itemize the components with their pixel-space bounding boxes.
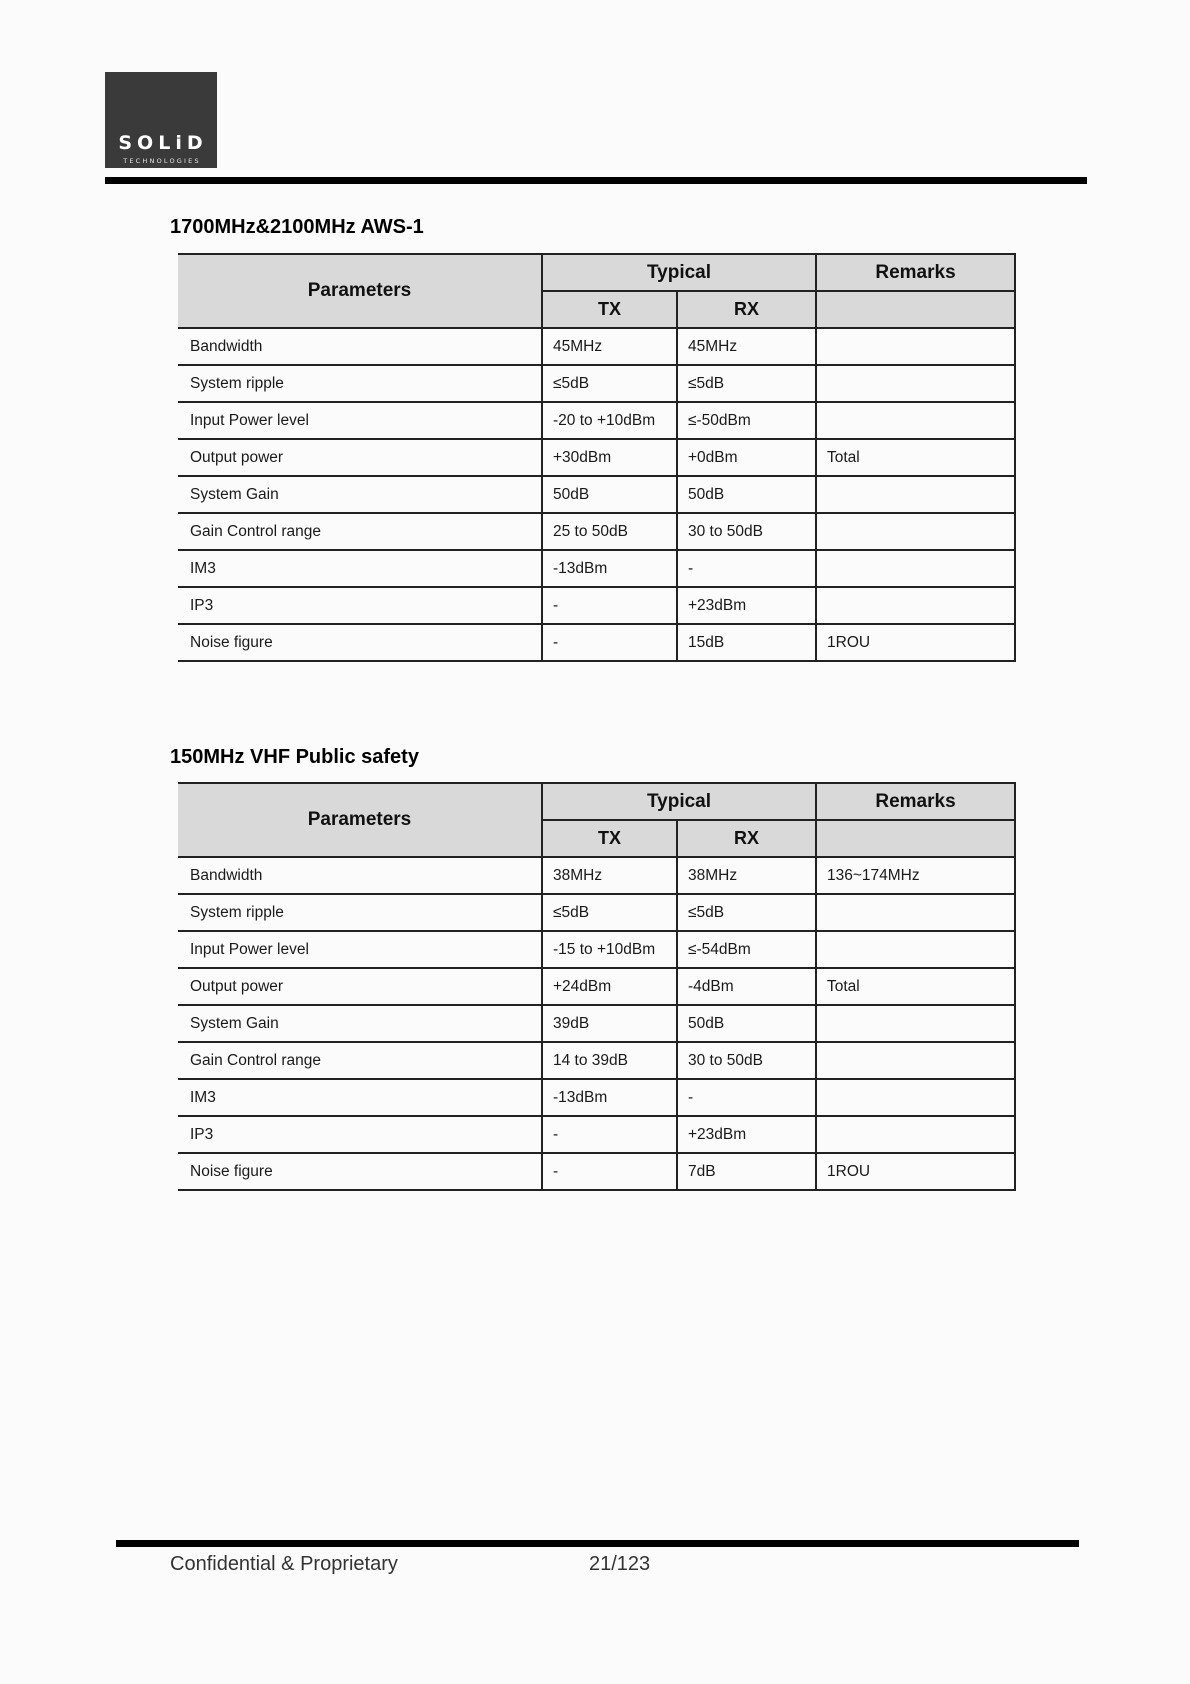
cell-remarks: Total (816, 439, 1015, 476)
cell-remarks (816, 1005, 1015, 1042)
table-row (178, 476, 1015, 513)
cell-tx: -15 to +10dBm (542, 931, 677, 968)
company-logo (105, 72, 217, 168)
table-row (178, 402, 1015, 439)
cell-parameter: System ripple (178, 894, 542, 931)
cell-remarks: 1ROU (816, 1153, 1015, 1190)
spec-table-body (178, 857, 1015, 1190)
table-row (178, 857, 1015, 894)
cell-rx: +23dBm (677, 587, 816, 624)
table-row (178, 624, 1015, 661)
cell-tx: ≤5dB (542, 894, 677, 931)
header-rx: RX (677, 820, 816, 857)
cell-rx: - (677, 550, 816, 587)
cell-remarks: Total (816, 968, 1015, 1005)
cell-tx: ≤5dB (542, 365, 677, 402)
cell-tx: 39dB (542, 1005, 677, 1042)
table-row (178, 1116, 1015, 1153)
cell-tx: 50dB (542, 476, 677, 513)
cell-parameter: Output power (178, 439, 542, 476)
header-tx: TX (542, 291, 677, 328)
spec-table-body (178, 328, 1015, 661)
cell-parameter: Input Power level (178, 931, 542, 968)
cell-tx: - (542, 1116, 677, 1153)
cell-remarks (816, 476, 1015, 513)
cell-tx: -13dBm (542, 550, 677, 587)
cell-tx: -13dBm (542, 1079, 677, 1116)
footer-confidential: Confidential & Proprietary (170, 1553, 398, 1575)
table-row (178, 328, 1015, 365)
cell-rx: -4dBm (677, 968, 816, 1005)
spec-table-aws1 (178, 253, 1016, 662)
cell-parameter: Bandwidth (178, 857, 542, 894)
cell-parameter: IM3 (178, 1079, 542, 1116)
cell-parameter: Noise figure (178, 1153, 542, 1190)
footer-divider (116, 1540, 1079, 1547)
page-number: 21/123 (589, 1553, 651, 1575)
table-row (178, 365, 1015, 402)
table-row (178, 1153, 1015, 1190)
header-typical: Typical (542, 783, 816, 820)
cell-tx: -20 to +10dBm (542, 402, 677, 439)
cell-remarks (816, 328, 1015, 365)
logo-wordmark: SOLiD (118, 132, 208, 154)
cell-remarks (816, 550, 1015, 587)
cell-tx: 45MHz (542, 328, 677, 365)
cell-rx: 15dB (677, 624, 816, 661)
cell-tx: 25 to 50dB (542, 513, 677, 550)
header-typical: Typical (542, 254, 816, 291)
cell-rx: 7dB (677, 1153, 816, 1190)
header-remarks-sub (816, 820, 1015, 857)
table-row (178, 931, 1015, 968)
cell-rx: 45MHz (677, 328, 816, 365)
cell-rx: ≤5dB (677, 894, 816, 931)
cell-parameter: Bandwidth (178, 328, 542, 365)
table-row (178, 894, 1015, 931)
cell-tx: +30dBm (542, 439, 677, 476)
header-remarks-sub (816, 291, 1015, 328)
cell-parameter: IM3 (178, 550, 542, 587)
cell-rx: 38MHz (677, 857, 816, 894)
cell-tx: - (542, 587, 677, 624)
cell-parameter: IP3 (178, 1116, 542, 1153)
cell-remarks: 1ROU (816, 624, 1015, 661)
cell-rx: 30 to 50dB (677, 513, 816, 550)
spec-table-vhf (178, 782, 1016, 1191)
cell-parameter: Input Power level (178, 402, 542, 439)
header-divider (105, 177, 1087, 184)
cell-rx: 50dB (677, 1005, 816, 1042)
cell-remarks (816, 1079, 1015, 1116)
cell-remarks (816, 1116, 1015, 1153)
cell-parameter: Gain Control range (178, 1042, 542, 1079)
cell-remarks (816, 894, 1015, 931)
cell-rx: +23dBm (677, 1116, 816, 1153)
table-row (178, 439, 1015, 476)
cell-remarks: 136~174MHz (816, 857, 1015, 894)
cell-rx: +0dBm (677, 439, 816, 476)
table-row (178, 1042, 1015, 1079)
cell-parameter: IP3 (178, 587, 542, 624)
cell-remarks (816, 513, 1015, 550)
cell-rx: ≤-54dBm (677, 931, 816, 968)
cell-parameter: System Gain (178, 1005, 542, 1042)
table-row (178, 587, 1015, 624)
header-parameters: Parameters (178, 783, 542, 857)
cell-parameter: Output power (178, 968, 542, 1005)
header-parameters: Parameters (178, 254, 542, 328)
cell-tx: 14 to 39dB (542, 1042, 677, 1079)
cell-rx: 50dB (677, 476, 816, 513)
cell-tx: +24dBm (542, 968, 677, 1005)
section-title-vhf: 150MHz VHF Public safety (170, 746, 419, 768)
cell-tx: - (542, 624, 677, 661)
cell-rx: ≤-50dBm (677, 402, 816, 439)
cell-remarks (816, 1042, 1015, 1079)
table-row (178, 1005, 1015, 1042)
cell-remarks (816, 931, 1015, 968)
table-row (178, 1079, 1015, 1116)
section-title-aws1: 1700MHz&2100MHz AWS-1 (170, 216, 424, 238)
cell-tx: 38MHz (542, 857, 677, 894)
cell-remarks (816, 365, 1015, 402)
cell-parameter: System ripple (178, 365, 542, 402)
cell-remarks (816, 587, 1015, 624)
cell-rx: ≤5dB (677, 365, 816, 402)
table-row (178, 968, 1015, 1005)
logo-subtitle: TECHNOLOGIES (123, 157, 201, 165)
cell-tx: - (542, 1153, 677, 1190)
cell-parameter: Gain Control range (178, 513, 542, 550)
header-tx: TX (542, 820, 677, 857)
cell-remarks (816, 402, 1015, 439)
cell-rx: 30 to 50dB (677, 1042, 816, 1079)
header-remarks: Remarks (816, 783, 1015, 820)
cell-parameter: Noise figure (178, 624, 542, 661)
table-row (178, 513, 1015, 550)
header-rx: RX (677, 291, 816, 328)
header-remarks: Remarks (816, 254, 1015, 291)
cell-parameter: System Gain (178, 476, 542, 513)
cell-rx: - (677, 1079, 816, 1116)
table-row (178, 550, 1015, 587)
